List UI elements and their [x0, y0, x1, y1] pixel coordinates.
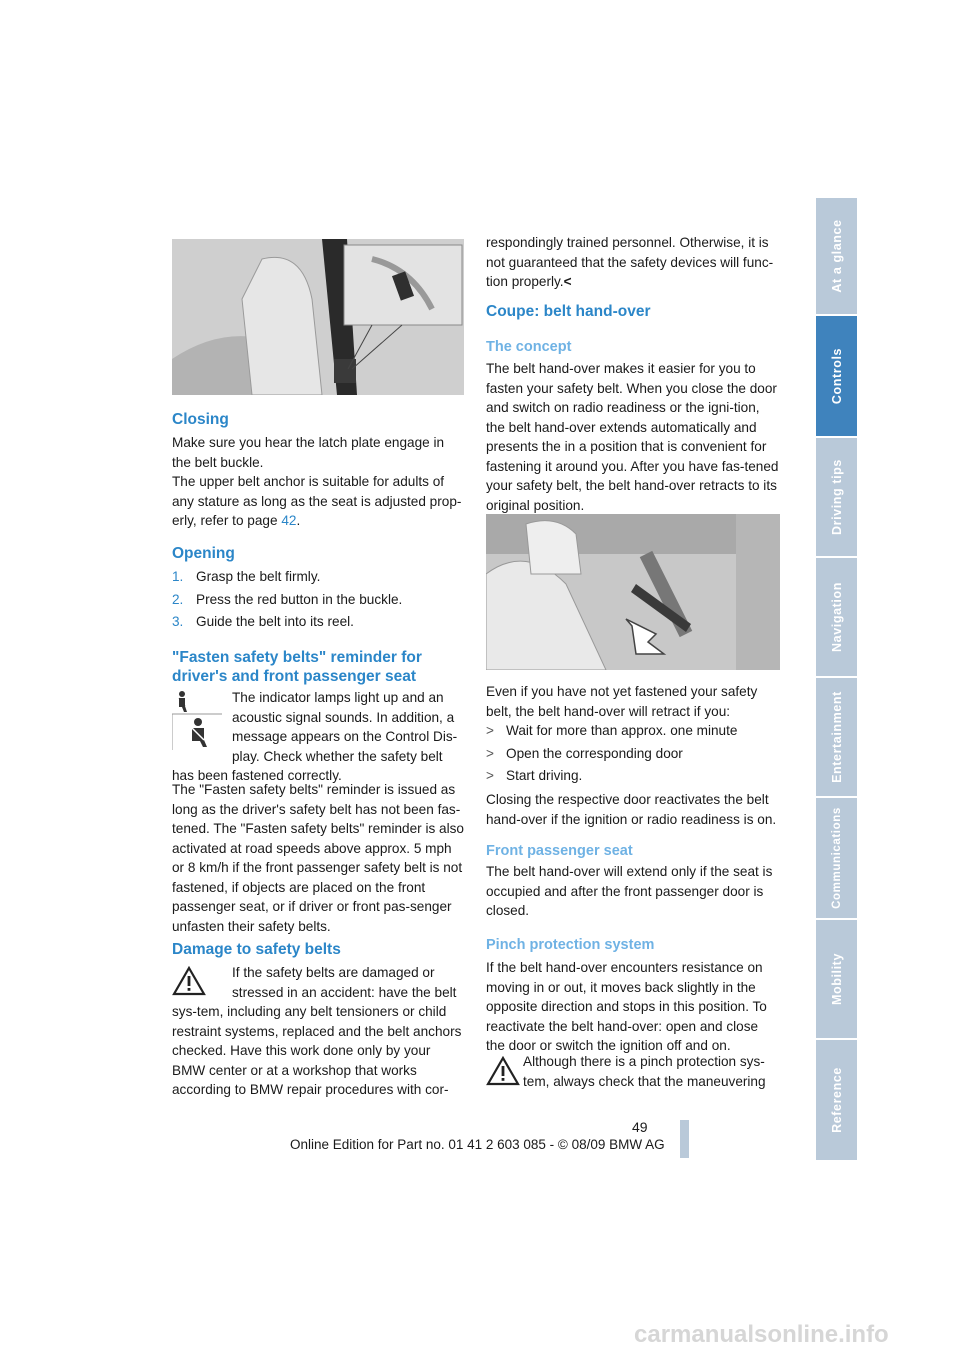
sidebar-tab-driving-tips[interactable] [816, 438, 857, 556]
sidebar-tab-label: Mobility [829, 952, 844, 1006]
reactivate-paragraph: Closing the respective door reactivates the belt hand-over if the ignition or radio readiness is on. [486, 792, 777, 827]
watermark: carmanualsonline.info [634, 1321, 889, 1348]
reminder-heading: "Fasten safety belts" reminder for driver's and front passenger seat [172, 649, 422, 685]
step-number: 2. [172, 591, 184, 607]
list-item [486, 721, 780, 741]
pinch-warning-paragraph: Although there is a pinch protection sys-tem, always check that the maneuvering [523, 1054, 766, 1089]
sidebar-tab-label: Communications [830, 807, 843, 909]
closing-heading: Closing [172, 411, 229, 428]
list-item [486, 744, 780, 764]
bullet-mark: > [486, 745, 494, 761]
closing-paragraph-2-text: The upper belt anchor is suitable for adults of any stature as long as the seat is adjusted prop-erly, refer to page [172, 474, 462, 528]
damage-paragraph-text: If the safety belts are damaged or stressed in an accident: have the belt sys-tem, including any belt tensioners or child restraint systems, replaced and the belt anchors checked. Have this work done only by your BMW center or at a workshop that works according to BMW repair procedures with cor- [172, 965, 462, 1097]
list-item [172, 612, 464, 632]
sidebar-tab-reference[interactable] [816, 1040, 857, 1160]
pinch-paragraph: If the belt hand-over encounters resistance on moving in or out, it moves back slightly in the opposite direction and stops in this position. To reactivate the belt hand-over: open and close the door or switch the ignition off and on. [486, 960, 767, 1053]
sidebar-tab-label: Navigation [829, 582, 844, 652]
step-number: 3. [172, 614, 184, 629]
concept-paragraph: The belt hand-over makes it easier for you to fasten your safety belt. When you close the door and switch on radio readiness or the igni-tion, the belt hand-over extends automatically and presents the in a position that is convenient for fastening it around you. After you have fas-tened your safety belt, the belt hand-over retracts to its original position. [486, 361, 779, 513]
step-number: 1. [172, 569, 184, 584]
opening-steps [172, 567, 464, 632]
list-item [172, 590, 464, 610]
step-text: Grasp the belt firmly. [196, 569, 321, 584]
sidebar-tab-controls[interactable] [816, 316, 857, 436]
retract-paragraph: Even if you have not yet fastened your safety belt, the belt hand-over will retract if you: [486, 684, 758, 719]
page-number-marker [680, 1120, 689, 1158]
damage-heading: Damage to safety belts [172, 941, 341, 958]
edition-footer: Online Edition for Part no. 01 41 2 603 085 - © 08/09 BMW AG [290, 1137, 665, 1152]
opening-heading: Opening [172, 545, 235, 562]
sidebar-tab-communications[interactable] [816, 798, 857, 918]
icon-spacer [172, 688, 232, 764]
pinch-heading: Pinch protection system [486, 937, 655, 953]
list-item [172, 567, 464, 587]
closing-paragraph-2-end: . [296, 513, 301, 528]
front-passenger-heading: Front passenger seat [486, 843, 633, 859]
damage-paragraph [172, 963, 466, 1100]
closing-paragraph-2 [172, 472, 467, 531]
step-text: Press the red button in the buckle. [196, 591, 403, 607]
sidebar-tab-entertainment[interactable] [816, 678, 857, 796]
end-mark: < [563, 274, 572, 289]
bullet-mark: > [486, 768, 494, 783]
sidebar-tab-label: Reference [829, 1067, 844, 1133]
coupe-heading: Coupe: belt hand-over [486, 303, 651, 320]
list-item [486, 766, 780, 786]
reminder-paragraph-1 [172, 688, 465, 786]
page-42-link[interactable]: 42 [281, 513, 297, 528]
continued-text: respondingly trained personnel. Otherwise, it is not guaranteed that the safety devices will func-tion properly. [486, 235, 774, 289]
sidebar-tab-label: At a glance [829, 219, 844, 293]
continued-paragraph [486, 233, 782, 292]
retract-bullets [486, 721, 780, 786]
concept-heading: The concept [486, 339, 572, 355]
icon-spacer [172, 963, 232, 999]
warning-triangle-icon [486, 1056, 520, 1086]
belt-handover-photo [486, 514, 780, 670]
reminder-paragraph-1-text: The indicator lamps light up and an acoustic signal sounds. In addition, a message appears on the Control Dis-play. Check whether the safety belt has been fastened correctly. [172, 690, 458, 783]
sidebar-tab-navigation[interactable] [816, 558, 857, 676]
seatbelt-buckle-photo [172, 239, 464, 395]
bullet-text: Open the corresponding door [506, 745, 683, 761]
bullet-mark: > [486, 723, 494, 738]
sidebar-tab-at-a-glance[interactable] [816, 198, 857, 314]
closing-paragraph-1: Make sure you hear the latch plate engage in the belt buckle. [172, 435, 445, 470]
step-text: Guide the belt into its reel. [196, 614, 354, 629]
sidebar-tab-mobility[interactable] [816, 920, 857, 1038]
page-number: 49 [632, 1119, 648, 1135]
reminder-paragraph-2: The "Fasten safety belts" reminder is issued as long as the driver's safety belt has not been fas-tened. The "Fasten safety belts" reminder is also activated at road speeds above approx. 5 mph or 8 km/h if the front passenger safety belt is not fastened, if objects are placed on the front passenger seat, or if driver or front pas-senger unfasten their safety belts. [172, 782, 464, 934]
sidebar-tab-label: Controls [829, 347, 844, 405]
sidebar-tab-label: Driving tips [829, 459, 844, 535]
bullet-text: Start driving. [506, 768, 583, 783]
sidebar-tab-label: Entertainment [829, 691, 844, 783]
front-passenger-paragraph: The belt hand-over will extend only if the seat is occupied and after the front passenger door is closed. [486, 864, 773, 918]
bullet-text: Wait for more than approx. one minute [506, 723, 738, 738]
